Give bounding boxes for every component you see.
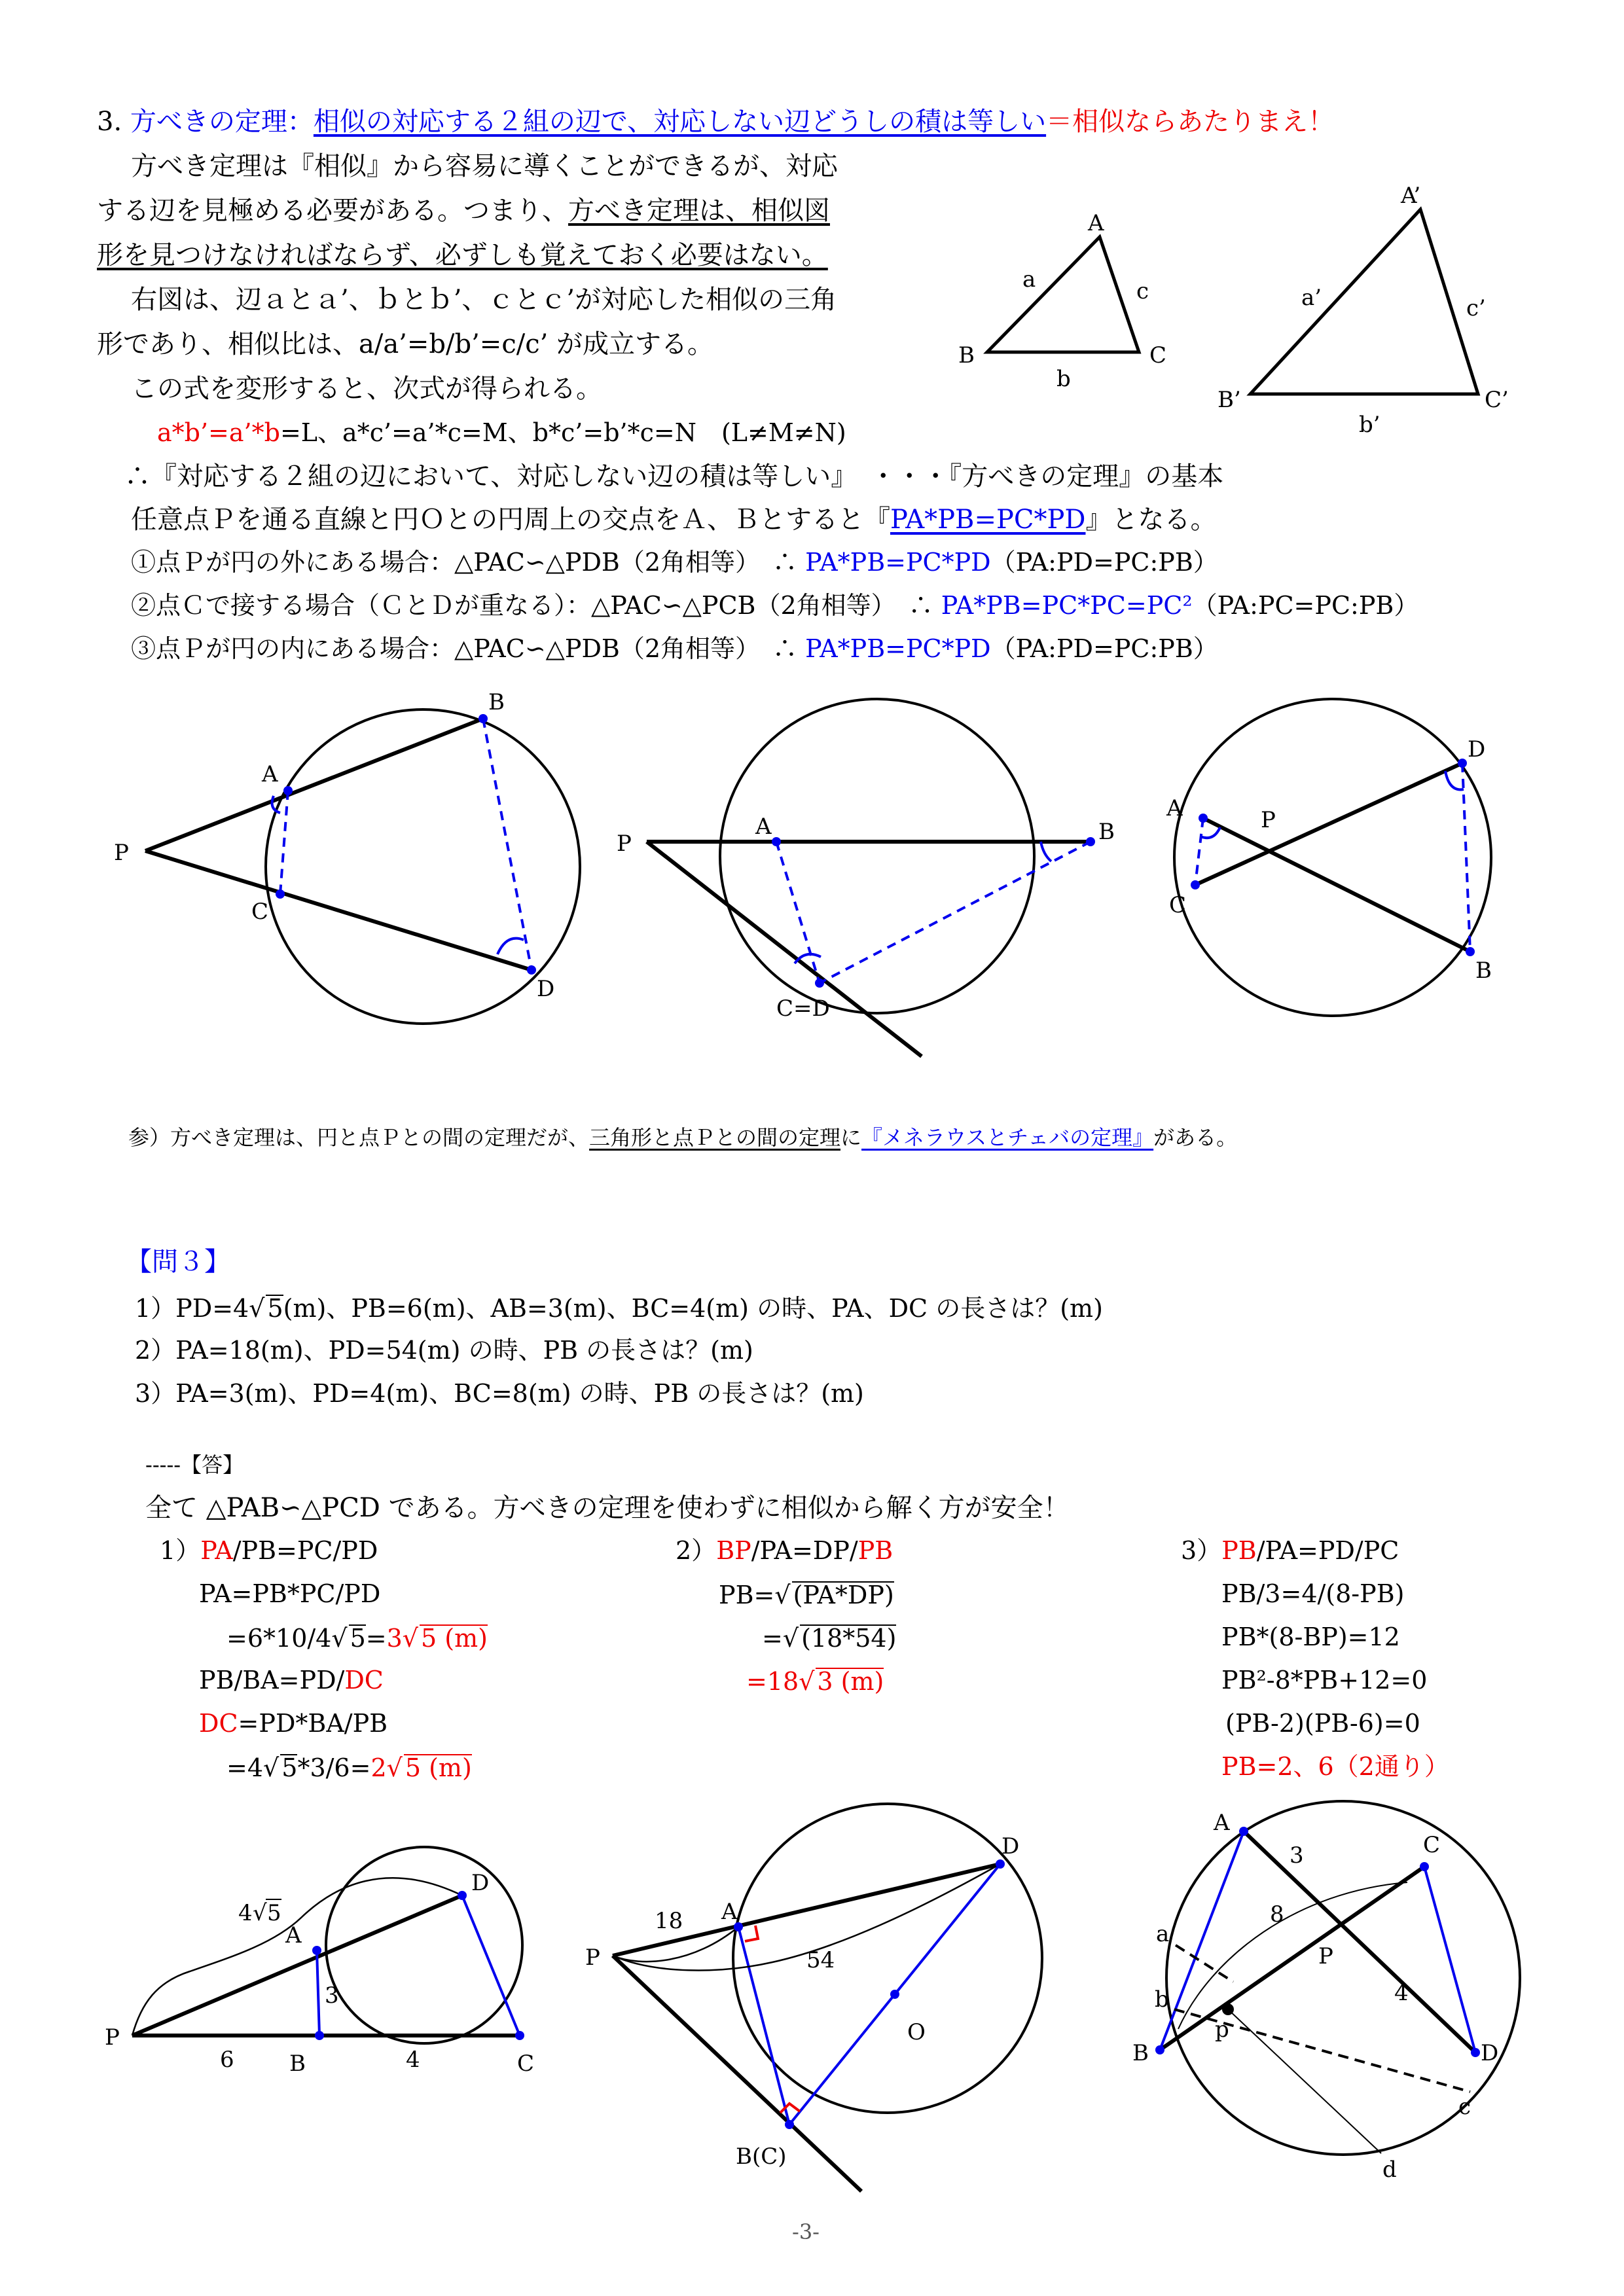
fig5-dot-O	[890, 1990, 899, 1999]
ans1-l1-red: PA	[200, 1536, 233, 1565]
small-label-A: A	[1088, 210, 1104, 236]
section-title-red: ＝相似ならあたりまえ！	[1046, 107, 1335, 137]
intro-line-4: 右図は、辺ａとａ’、ｂとｂ’、ｃとｃ’が対応した相似の三角	[131, 285, 837, 315]
fig1-circle	[266, 709, 580, 1024]
ans1-line-2: PA=PB*PC/PD	[199, 1579, 381, 1608]
fig4-label-P: P	[105, 2024, 120, 2051]
note-d: 『メネラウスとチェバの定理』	[861, 1125, 1154, 1150]
intro-line-2	[97, 198, 830, 224]
arbitrary-b: PA*PB=PC*PD	[890, 505, 1086, 535]
fig3-circle	[1174, 699, 1491, 1016]
svg-text:√: √	[253, 1900, 267, 1926]
fig5-label-D: D	[1001, 1833, 1020, 1859]
q1-b: 5	[267, 1294, 283, 1323]
ans3-line-1	[1181, 1538, 1399, 1563]
note-b: 三角形と点Ｐとの間の定理	[589, 1125, 841, 1150]
case-3	[131, 636, 1218, 661]
fig3-dot-D	[1458, 759, 1467, 768]
case-3a: ③点Ｐが円の内にある場合：△PAC∽△PDB（2角相等） ∴	[131, 634, 806, 663]
fig6-dot-C	[1420, 1862, 1429, 1871]
fig3-label-B: B	[1475, 958, 1492, 984]
fig2-dot-CD	[815, 978, 824, 988]
fig5-len-PD: 54	[806, 1947, 835, 1973]
fig2-dot-A	[772, 837, 781, 846]
fig1-label-D: D	[537, 976, 555, 1002]
small-triangle	[987, 237, 1139, 352]
ans2-l4-a: =18	[746, 1667, 799, 1696]
fig4-label-A: A	[285, 1922, 302, 1948]
ans1-l3-a: =6*10/4	[226, 1624, 332, 1653]
ans1-l1-rest: /PB=PC/PD	[232, 1536, 378, 1565]
ans1-line-5	[199, 1711, 388, 1736]
fig3-chord-CD	[1195, 763, 1462, 885]
fig6-chord-BC	[1160, 1867, 1424, 2050]
small-label-a: a	[1022, 266, 1036, 293]
fig6-dot-A	[1239, 1827, 1248, 1836]
fig6-label-b: b	[1155, 1986, 1169, 2013]
page-number: -3-	[792, 2219, 820, 2244]
intro-line-3: 形を見つけなければならず、必ずしも覚えておく必要はない。	[97, 240, 828, 270]
fig2-label-A: A	[755, 814, 772, 840]
intro-line-6: この式を変形すると、次式が得られる。	[131, 374, 602, 404]
question-2: 2）PA=18(m)、PD=54(m) の時、PB の長さは？(m)	[135, 1336, 753, 1365]
q1-c: (m)、PB=6(m)、AB=3(m)、BC=4(m) の時、PA、DC の長さは？(m)	[283, 1294, 1103, 1323]
ans2-line-3: =√ (18*54)	[762, 1624, 897, 1653]
fig5-label-P: P	[585, 1945, 600, 1971]
fig5-len-PA: 18	[655, 1908, 683, 1934]
case-2c: （PA:PC=PC:PB）	[1192, 591, 1419, 620]
intro-line-5: 形であり、相似比は、a/a’=b/b’=c/c’ が成立する。	[97, 329, 714, 359]
q1-a: 1）PD=4	[135, 1294, 249, 1323]
fig1-angle-D	[497, 939, 524, 954]
fig5-label-BC: B(C)	[736, 2144, 787, 2170]
fig5-label-A: A	[721, 1899, 738, 1925]
intro-line-2b: 方べき定理は、相似図	[568, 196, 830, 226]
ans3-line-6: PB=2、6（2通り）	[1221, 1752, 1449, 1781]
large-label-C: C’	[1485, 387, 1509, 413]
ans2-line-2: PB=√ (PA*DP)	[719, 1581, 894, 1609]
ans1-num: 1）	[160, 1536, 201, 1565]
intro-line-2a: する辺を見極める必要がある。つまり、	[97, 196, 568, 226]
fig6-label-p: p	[1215, 2017, 1229, 2043]
fig5-dot-D	[996, 1859, 1005, 1869]
fig4-label-B: B	[289, 2051, 306, 2077]
ans1-l4-a: PB/BA=PD/	[199, 1666, 345, 1695]
ans2-l3-b: (18*54)	[801, 1624, 897, 1653]
figure-answer-1	[105, 1806, 576, 2077]
ans1-l3-c: =	[365, 1624, 387, 1653]
fig1-label-P: P	[114, 840, 129, 866]
small-label-C: C	[1149, 342, 1167, 368]
large-triangle	[1250, 209, 1478, 394]
fig1-secant-PD	[145, 851, 532, 970]
fig1-chord-BD	[483, 719, 532, 970]
fig4-len-AB: 3	[325, 1982, 339, 2009]
fig1-chord-AC	[280, 791, 288, 894]
ans2-l2-b: (PA*DP)	[793, 1581, 894, 1609]
fig2-dot-B	[1086, 837, 1095, 846]
ans2-l3-a: =	[762, 1624, 783, 1653]
fig3-chord-DB	[1462, 763, 1470, 952]
ans1-line-4	[199, 1668, 384, 1693]
section-title-underlined: 相似の対応する２組の辺で、対応しない辺どうしの積は等しい	[313, 107, 1047, 137]
arbitrary-c: 』となる。	[1085, 505, 1217, 535]
section-title-blue: 方べきの定理：	[130, 107, 314, 137]
fig3-chord-AB	[1203, 818, 1470, 952]
fig4-len-PD: 4	[238, 1900, 253, 1926]
fig6-len-PD: 4	[1394, 1980, 1409, 2006]
ans2-l4-b: 3 (m)	[817, 1667, 884, 1696]
case-2	[131, 593, 1418, 618]
fig1-dot-C	[276, 889, 285, 899]
fig6-segment-AB	[1160, 1831, 1244, 2050]
case-1c: （PA:PD=PC:PB）	[990, 548, 1218, 577]
fig4-dot-A	[312, 1946, 321, 1955]
case-1b: PA*PB=PC*PD	[805, 548, 991, 577]
fig3-label-C: C	[1169, 892, 1187, 918]
fig3-label-P: P	[1261, 807, 1276, 833]
fig2-chord-BC	[820, 842, 1091, 983]
question-1: 1）PD=4√ 5(m)、PB=6(m)、AB=3(m)、BC=4(m) の時、PA、DC の長さは？(m)	[135, 1294, 1103, 1323]
large-label-b: b’	[1359, 412, 1380, 438]
figure-tangent	[609, 694, 1146, 1060]
fig2-label-CD: C=D	[776, 996, 830, 1022]
figure-answer-3	[1100, 1806, 1545, 2183]
formula-red: a*b’=a’*b	[157, 418, 280, 447]
fig6-label-C: C	[1423, 1832, 1441, 1858]
case-3b: PA*PB=PC*PD	[805, 634, 991, 663]
ans2-l1-c: PB	[857, 1536, 893, 1565]
fig4-dot-D	[458, 1891, 467, 1900]
fig4-len-PD-root: 5	[267, 1900, 281, 1926]
fig6-label-A: A	[1214, 1810, 1230, 1836]
ans3-line-2: PB/3=4/(8-PB)	[1221, 1579, 1405, 1608]
large-label-c: c’	[1466, 295, 1486, 321]
ans2-l1-b: /PA=DP/	[751, 1536, 858, 1565]
arbitrary-line	[131, 507, 1216, 533]
fig6-label-a: a	[1156, 1921, 1170, 1947]
fig6-label-P: P	[1318, 1943, 1333, 1969]
ans3-l1-b: /PA=PD/PC	[1256, 1536, 1399, 1565]
fig6-label-D: D	[1481, 2040, 1499, 2066]
fig6-dot-p	[1222, 2003, 1234, 2015]
fig6-chord-AD	[1244, 1831, 1475, 2053]
note-e: がある。	[1153, 1125, 1238, 1150]
intro-line-1: 方べき定理は『相似』から容易に導くことができるが、対応	[131, 151, 838, 181]
fig4-label-D: D	[471, 1870, 490, 1896]
fig2-label-B: B	[1098, 819, 1115, 845]
fig4-line-PD	[132, 1895, 462, 2036]
fig4-circle	[326, 1847, 522, 2043]
ans1-l6-d: 2	[370, 1753, 387, 1782]
ans2-l1-a: BP	[716, 1536, 751, 1565]
fig1-label-C: C	[251, 899, 269, 925]
fig3-angle-D	[1445, 771, 1464, 789]
ans1-l6-b: 5	[281, 1753, 298, 1782]
ans2-l2-a: PB=	[719, 1581, 775, 1609]
case-2b: PA*PB=PC*PC=PC²	[941, 591, 1193, 620]
fig4-dot-B	[315, 2031, 324, 2040]
fig3-angle-A	[1200, 827, 1220, 838]
fig6-thin-d	[1228, 2009, 1381, 2153]
ans3-line-4: PB²-8*PB+12=0	[1221, 1666, 1428, 1695]
ans3-num: 3）	[1181, 1536, 1222, 1565]
ans2-num: 2）	[676, 1536, 717, 1565]
fig6-label-B: B	[1132, 2040, 1149, 2066]
large-label-B: B’	[1218, 387, 1241, 413]
fig4-len-BC: 4	[406, 2047, 420, 2073]
note-a: 参）方べき定理は、円と点Ｐとの間の定理だが、	[128, 1125, 590, 1150]
question-3: 3）PA=3(m)、PD=4(m)、BC=8(m) の時、PB の長さは？(m)	[135, 1379, 864, 1408]
fig2-angle-B	[1041, 842, 1051, 861]
note-line	[128, 1127, 1237, 1148]
ans3-line-5: (PB-2)(PB-6)=0	[1225, 1709, 1420, 1738]
fig4-arc-PD	[132, 1878, 462, 2036]
fig4-len-PB: 6	[220, 2047, 234, 2073]
fig4-label-C: C	[517, 2051, 535, 2077]
ans1-l5-a: DC	[199, 1709, 238, 1738]
small-label-B: B	[958, 342, 975, 368]
fig3-label-D: D	[1468, 736, 1486, 762]
question-heading: 【問３】	[126, 1247, 230, 1277]
ans1-line-1	[160, 1538, 378, 1563]
fig6-label-c: c	[1458, 2094, 1471, 2120]
fig2-label-P: P	[617, 831, 632, 857]
fig2-circle	[720, 699, 1034, 1013]
ans3-line-3: PB*(8-BP)=12	[1221, 1623, 1400, 1651]
fig3-dot-B	[1466, 947, 1475, 956]
fig1-dot-B	[478, 714, 488, 723]
fig1-dot-D	[527, 965, 536, 975]
answer-heading: -----【答】	[145, 1452, 244, 1477]
small-label-b: b	[1056, 366, 1071, 392]
case-3c: （PA:PD=PC:PB）	[990, 634, 1218, 663]
ans1-l6-e: 5 (m)	[405, 1753, 472, 1782]
fig3-dot-C	[1191, 880, 1200, 889]
formula-rest: =L、a*c’=a’*c=M、b*c’=b’*c=N (L≠M≠N)	[280, 418, 846, 447]
fig2-tangent-line	[647, 842, 922, 1056]
section-heading	[97, 109, 1334, 135]
fig3-label-A: A	[1166, 795, 1183, 821]
fig3-dot-A	[1199, 814, 1208, 823]
fig5-right-angle-A	[745, 1926, 758, 1941]
fig1-label-A: A	[262, 761, 278, 787]
fig5-segment-AB	[738, 1927, 789, 2125]
fig5-circle	[733, 1804, 1042, 2113]
fig6-segment-CD	[1424, 1867, 1475, 2053]
ans1-line-3: =6*10/4√ 5=3√ 5 (m)	[226, 1624, 488, 1653]
case-1	[131, 550, 1218, 575]
figure-secants-outside	[105, 689, 628, 1034]
ans1-l3-d: 3	[386, 1624, 403, 1653]
ans2-line-4: =18√ 3 (m)	[746, 1667, 884, 1696]
fig6-label-d: d	[1382, 2157, 1397, 2183]
fig5-dot-B	[785, 2120, 794, 2129]
fig5-label-O: O	[907, 2019, 926, 2045]
answer-summary: 全て △PAB∽△PCD である。方べきの定理を使わずに相似から解く方が安全！	[145, 1493, 1070, 1523]
formula-line	[157, 420, 846, 445]
fig4-segment-DC	[462, 1895, 520, 2036]
figure-answer-2	[576, 1806, 1021, 2170]
ans1-l4-b: DC	[344, 1666, 384, 1695]
similar-triangles-figure	[943, 177, 1519, 452]
fig1-dot-A	[283, 786, 293, 795]
ans1-line-6: =4√ 5*3/6=2√ 5 (m)	[226, 1753, 472, 1782]
ans1-l6-c: *3/6=	[297, 1753, 371, 1782]
figure-chords-inside	[1152, 694, 1519, 1034]
fig1-label-B: B	[488, 689, 505, 715]
small-label-c: c	[1136, 278, 1149, 304]
fig4-segment-AB	[317, 1950, 319, 2036]
ans3-l1-a: PB	[1221, 1536, 1257, 1565]
fig1-secant-PB	[145, 719, 483, 851]
large-label-A: A’	[1401, 183, 1421, 209]
fig3-chord-AC	[1195, 818, 1203, 885]
fig6-dot-B	[1155, 2045, 1164, 2054]
ans1-l3-b: 5	[350, 1624, 366, 1653]
fig6-dot-D	[1471, 2048, 1480, 2057]
therefore-line: ∴『対応する２組の辺において、対応しない辺の積は等しい』 ・・・『方べきの定理』の基本	[124, 461, 1224, 492]
large-label-a: a’	[1301, 285, 1322, 311]
ans1-l5-b: =PD*BA/PB	[238, 1709, 388, 1738]
fig4-dot-C	[515, 2031, 524, 2040]
fig6-len-PA: 3	[1290, 1842, 1304, 1869]
ans2-line-1	[676, 1538, 893, 1563]
section-number: 3.	[97, 107, 122, 137]
note-c: に	[840, 1125, 862, 1150]
arbitrary-a: 任意点Ｐを通る直線と円Ｏとの円周上の交点をＡ、Ｂとすると『	[131, 505, 890, 535]
ans1-l6-a: =4	[226, 1753, 264, 1782]
case-1a: ①点Ｐが円の外にある場合：△PAC∽△PDB（2角相等） ∴	[131, 548, 806, 577]
ans1-l3-e: 5 (m)	[421, 1624, 488, 1653]
case-2a: ②点Ｃで接する場合（ＣとＤが重なる）：△PAC∽△PCB（2角相等） ∴	[131, 591, 941, 620]
fig6-len-BC: 8	[1270, 1901, 1284, 1928]
